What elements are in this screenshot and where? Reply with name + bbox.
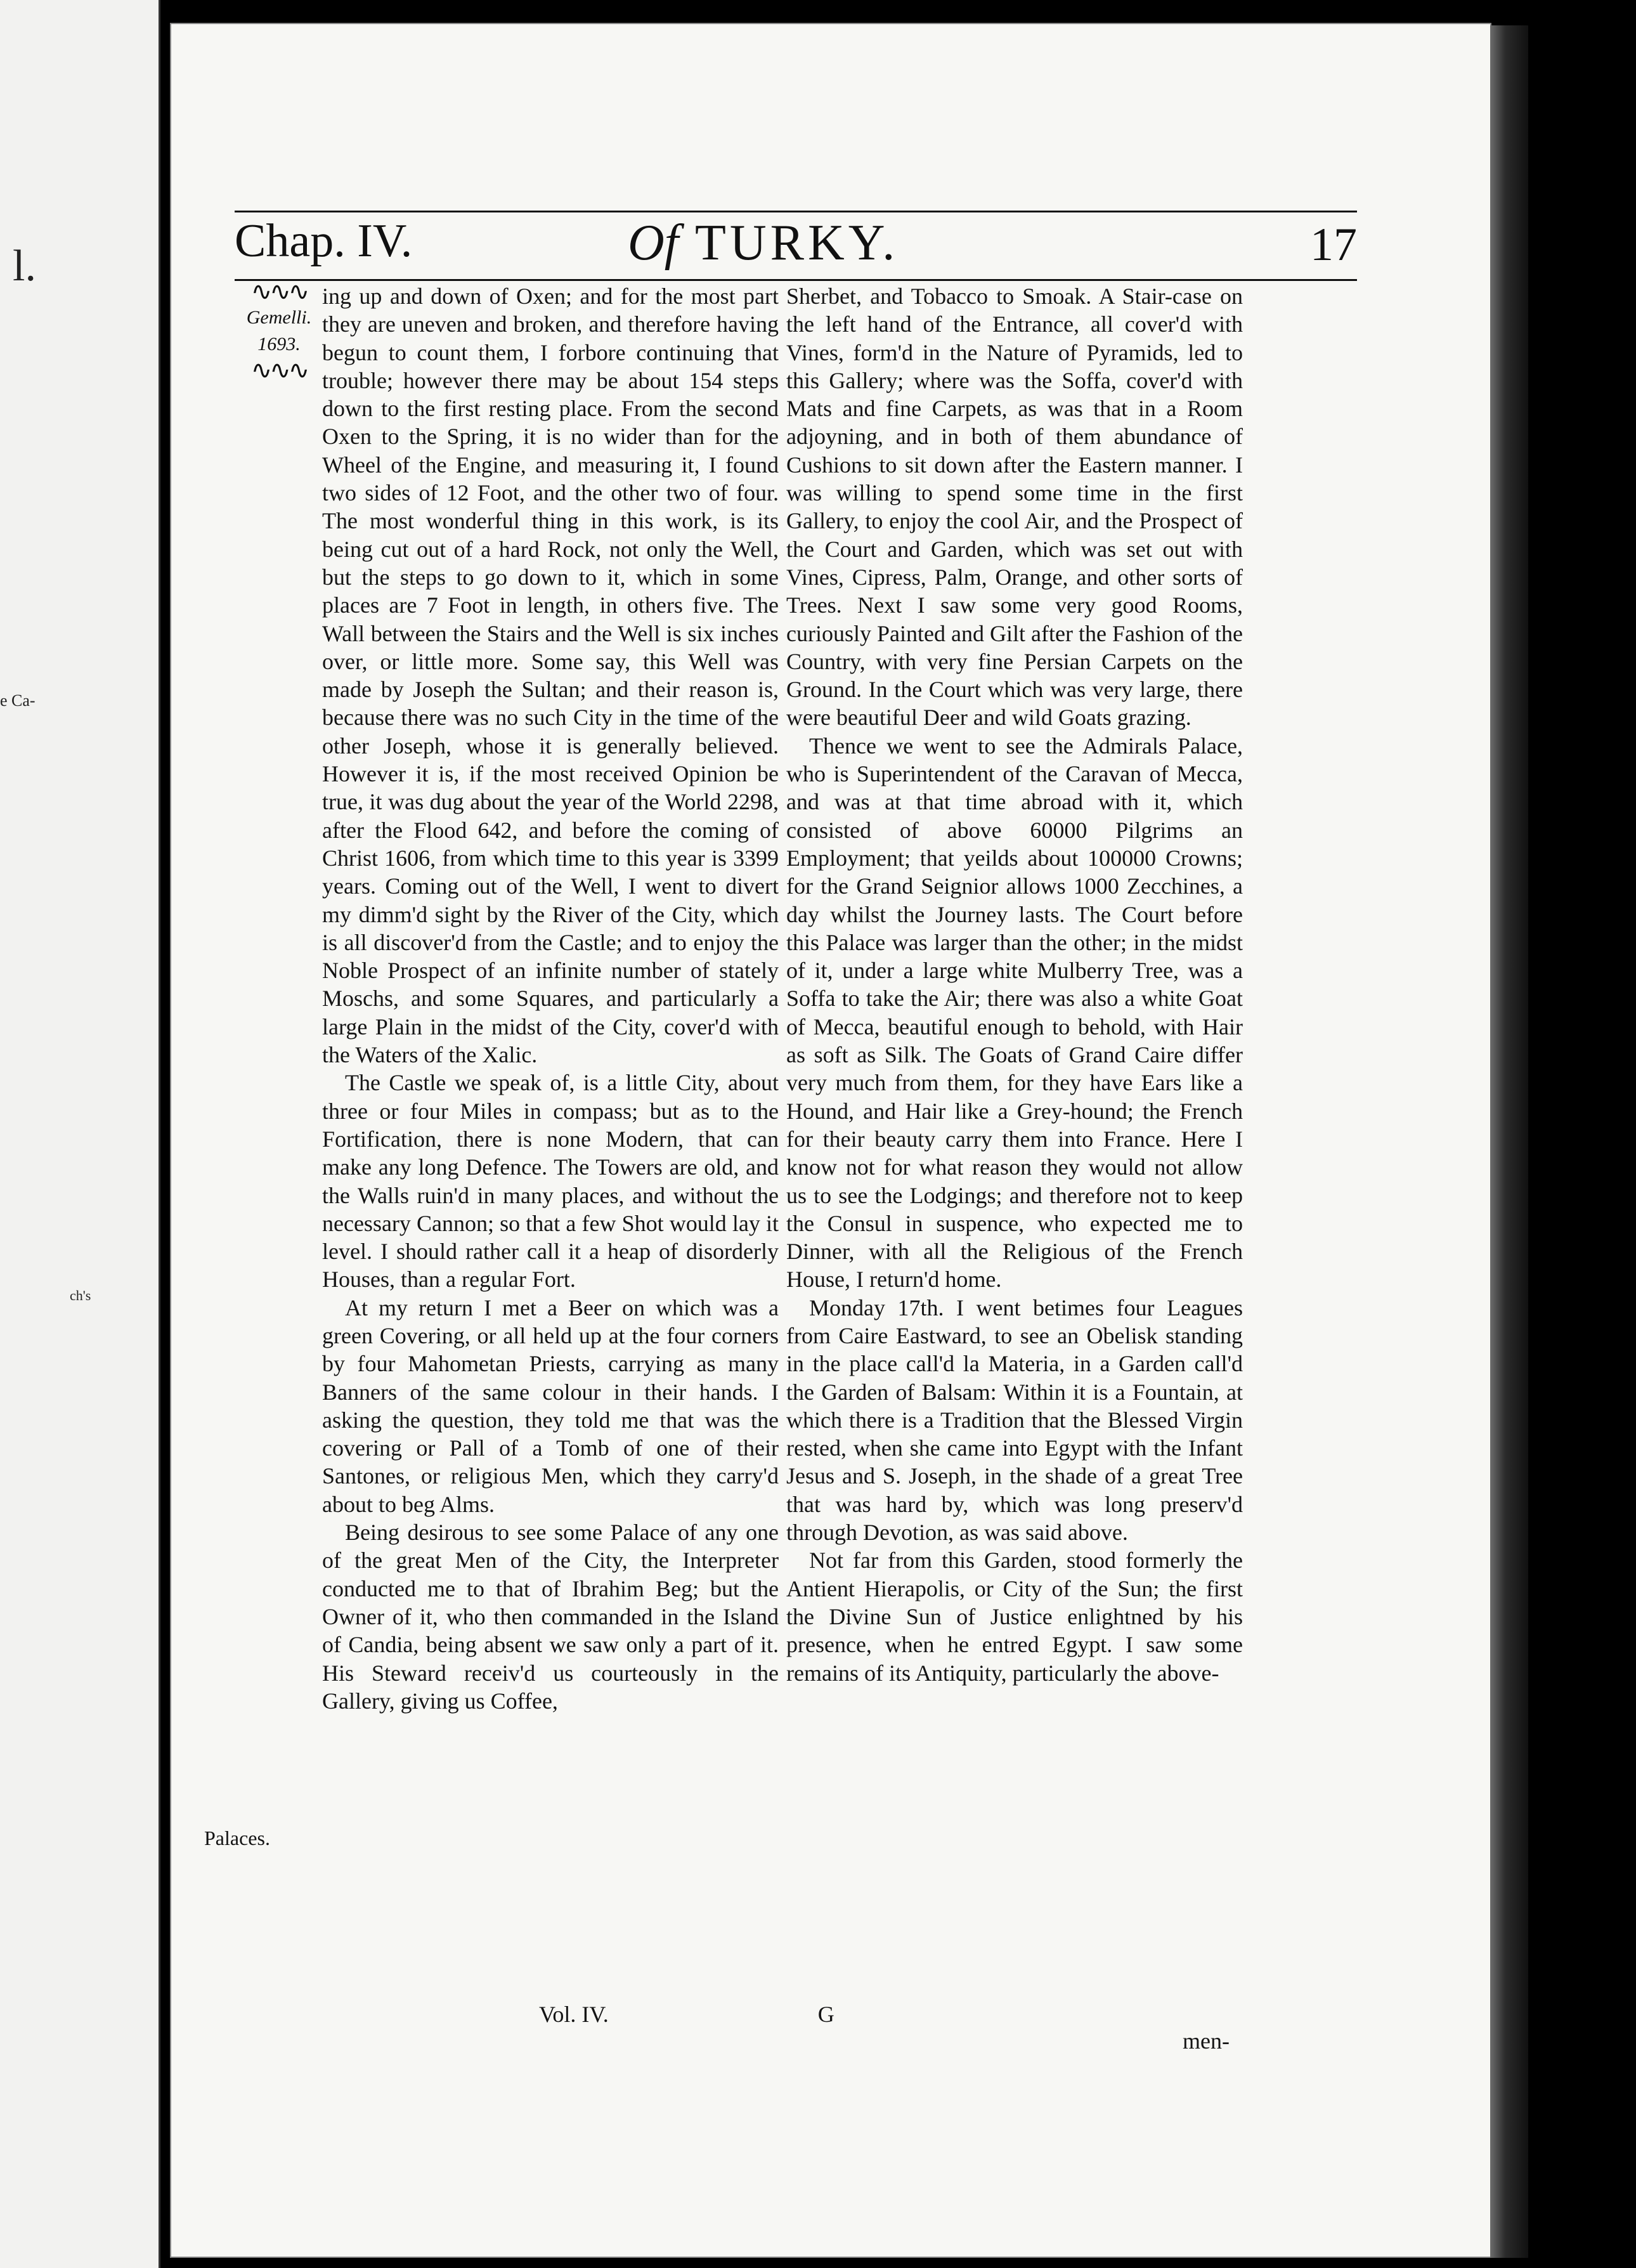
paragraph: At my return I met a Beer on which was a green Covering, or all held up at the four corners by four Mahometan Priests, carrying as many Banners of the same colour in their hands. I asking the question, they told me that was the covering or Pall of a Tomb of one of their Santones, or religious Men, which they carry'd about to beg Alms.	[322, 1294, 779, 1517]
left-column	[322, 282, 779, 1715]
volume-signature: Vol. IV.	[539, 2002, 609, 2027]
right-column	[786, 282, 1243, 1687]
margin-note-year: 1693.	[257, 334, 301, 355]
header-rule-top	[235, 211, 1357, 212]
flourish-ornament: ∿∿∿	[250, 356, 308, 384]
title-main: TURKY.	[695, 215, 899, 271]
signature-line	[539, 2001, 834, 2028]
running-head	[235, 203, 1357, 271]
previous-page-edge	[0, 0, 160, 2268]
title-of: Of	[628, 215, 678, 271]
paragraph: Thence we went to see the Admirals Palace, who is Superintendent of the Caravan of Mecca, and was at that time abroad with it, which consisted of above 60000 Pilgrims an Employment; that yeilds about 100000 Crowns; for the Grand Seignior allows 1000 Zecchines, a day whilst the Journey lasts. The Court before this Palace was larger than the other; in the midst of it, under a large white Mulberry Tree, was a Soffa to take the Air; there was also a white Goat of Mecca, beautiful enough to behold, with Hair as soft as Silk. The Goats of Grand Caire differ very much from them, for they have Ears like a Hound, and Hair like a Grey-hound; the French for their beauty carry them into France. Here I know not for what reason they would not allow us to see the Lodgings; and therefore not to keep the Consul in suspence, who expected me to Dinner, with all the Religious of the French House, I return'd home.	[786, 733, 1243, 1293]
paragraph: Monday 17th. I went betimes four Leagues from Caire Eastward, to see an Obelisk standing in the place call'd la Materia, in a Garden call'd the Garden of Balsam: Within it is a Fountain, at which there is a Tradition that the Blessed Virgin rested, when she came into Egypt with the Infant Jesus and S. Joseph, in the shade of a great Tree that was hard by, which was long preserv'd through Devotion, as was said above.	[786, 1294, 1243, 1546]
page-title	[628, 214, 899, 272]
paragraph: ing up and down of Oxen; and for the most part they are uneven and broken, and therefore having begun to count them, I forbore continuing that trouble; however there may be about 154 steps down to the first resting place. From the second Oxen to the Spring, it is no wider than for the Wheel of the Engine, and measuring it, I found two sides of 12 Foot, and the other two of four. The most wonderful thing in this work, is its being cut out of a hard Rock, not only the Well, but the steps to go down to it, which in some places are 7 Foot in length, in others five. The Wall between the Stairs and the Well is six inches over, or little more. Some say, this Well was made by Joseph the Sultan; and their reason is, because there was no such City in the time of the other Joseph, whose it is generally believed. However it is, if the most received Opinion be true, it was dug about the year of the World 2298, after the Flood 642, and before the coming of Christ 1606, from which time to this year is 3399 years. Coming out of the Well, I went to divert my dimm'd sight by the River of the City, which is all discover'd from the Castle; and to enjoy the Noble Prospect of an infinite number of stately Moschs, and some Squares, and particularly a large Plain in the midst of the City, cover'd with the Waters of the Xalic.	[322, 284, 779, 1068]
chapter-label: Chap. IV.	[235, 215, 413, 267]
margin-note-palaces: Palaces.	[204, 1827, 270, 1849]
gathering-mark: G	[817, 2002, 834, 2027]
prev-page-fragment: l.	[13, 242, 36, 290]
margin-note-gemelli	[235, 279, 323, 383]
paragraph: Not far from this Garden, stood formerly the Antient Hierapolis, or City of the Sun; the first the Divine Sun of Justice enlightned by his presence, when he entred Egypt. I saw some remains of its Antiquity, particularly the above-	[786, 1548, 1243, 1686]
page-number: 17	[1310, 219, 1357, 271]
paragraph: Sherbet, and Tobacco to Smoak. A Stair-case on the left hand of the Entrance, all cover'd with Vines, form'd in the Nature of Pyramids, led to this Gallery; where was the Soffa, cover'd with Mats and fine Carpets, as was that in a Room adjoyning, and in both of them abundance of Cushions to sit down after the Eastern manner. I was willing to spend some time in the first Gallery, to enjoy the cool Air, and the Prospect of the Court and Garden, which was set out with Vines, Cipress, Palm, Orange, and other sorts of Trees. Next I saw some very good Rooms, curiously Painted and Gilt after the Fashion of the Country, with very fine Persian Carpets on the Ground. In the Court which was very large, there were beautiful Deer and wild Goats grazing.	[786, 284, 1243, 731]
paragraph: The Castle we speak of, is a little City, about three or four Miles in compass; but as to the Fortification, there is none Modern, that can make any long Defence. The Towers are old, and the Walls ruin'd in many places, and without the necessary Cannon; so that a few Shot would lay it level. I should rather call it a heap of disorderly Houses, than a regular Fort.	[322, 1070, 779, 1293]
prev-page-fragment: ch's	[70, 1287, 91, 1303]
flourish-ornament: ∿∿∿	[250, 277, 308, 306]
margin-note-name: Gemelli.	[246, 307, 312, 328]
page-edge-shadow	[1490, 25, 1528, 2258]
paragraph: Being desirous to see some Palace of any one of the great Men of the City, the Interpreter conducted me to that of Ibrahim Beg; but the Owner of it, who then commanded in the Island of Candia, being absent we saw only a part of it. His Steward receiv'd us courteously in the Gallery, giving us Coffee,	[322, 1520, 779, 1714]
prev-page-fragment: e Ca-	[0, 691, 36, 710]
catchword: men-	[1183, 2028, 1230, 2054]
header-rule-bottom	[235, 279, 1357, 281]
